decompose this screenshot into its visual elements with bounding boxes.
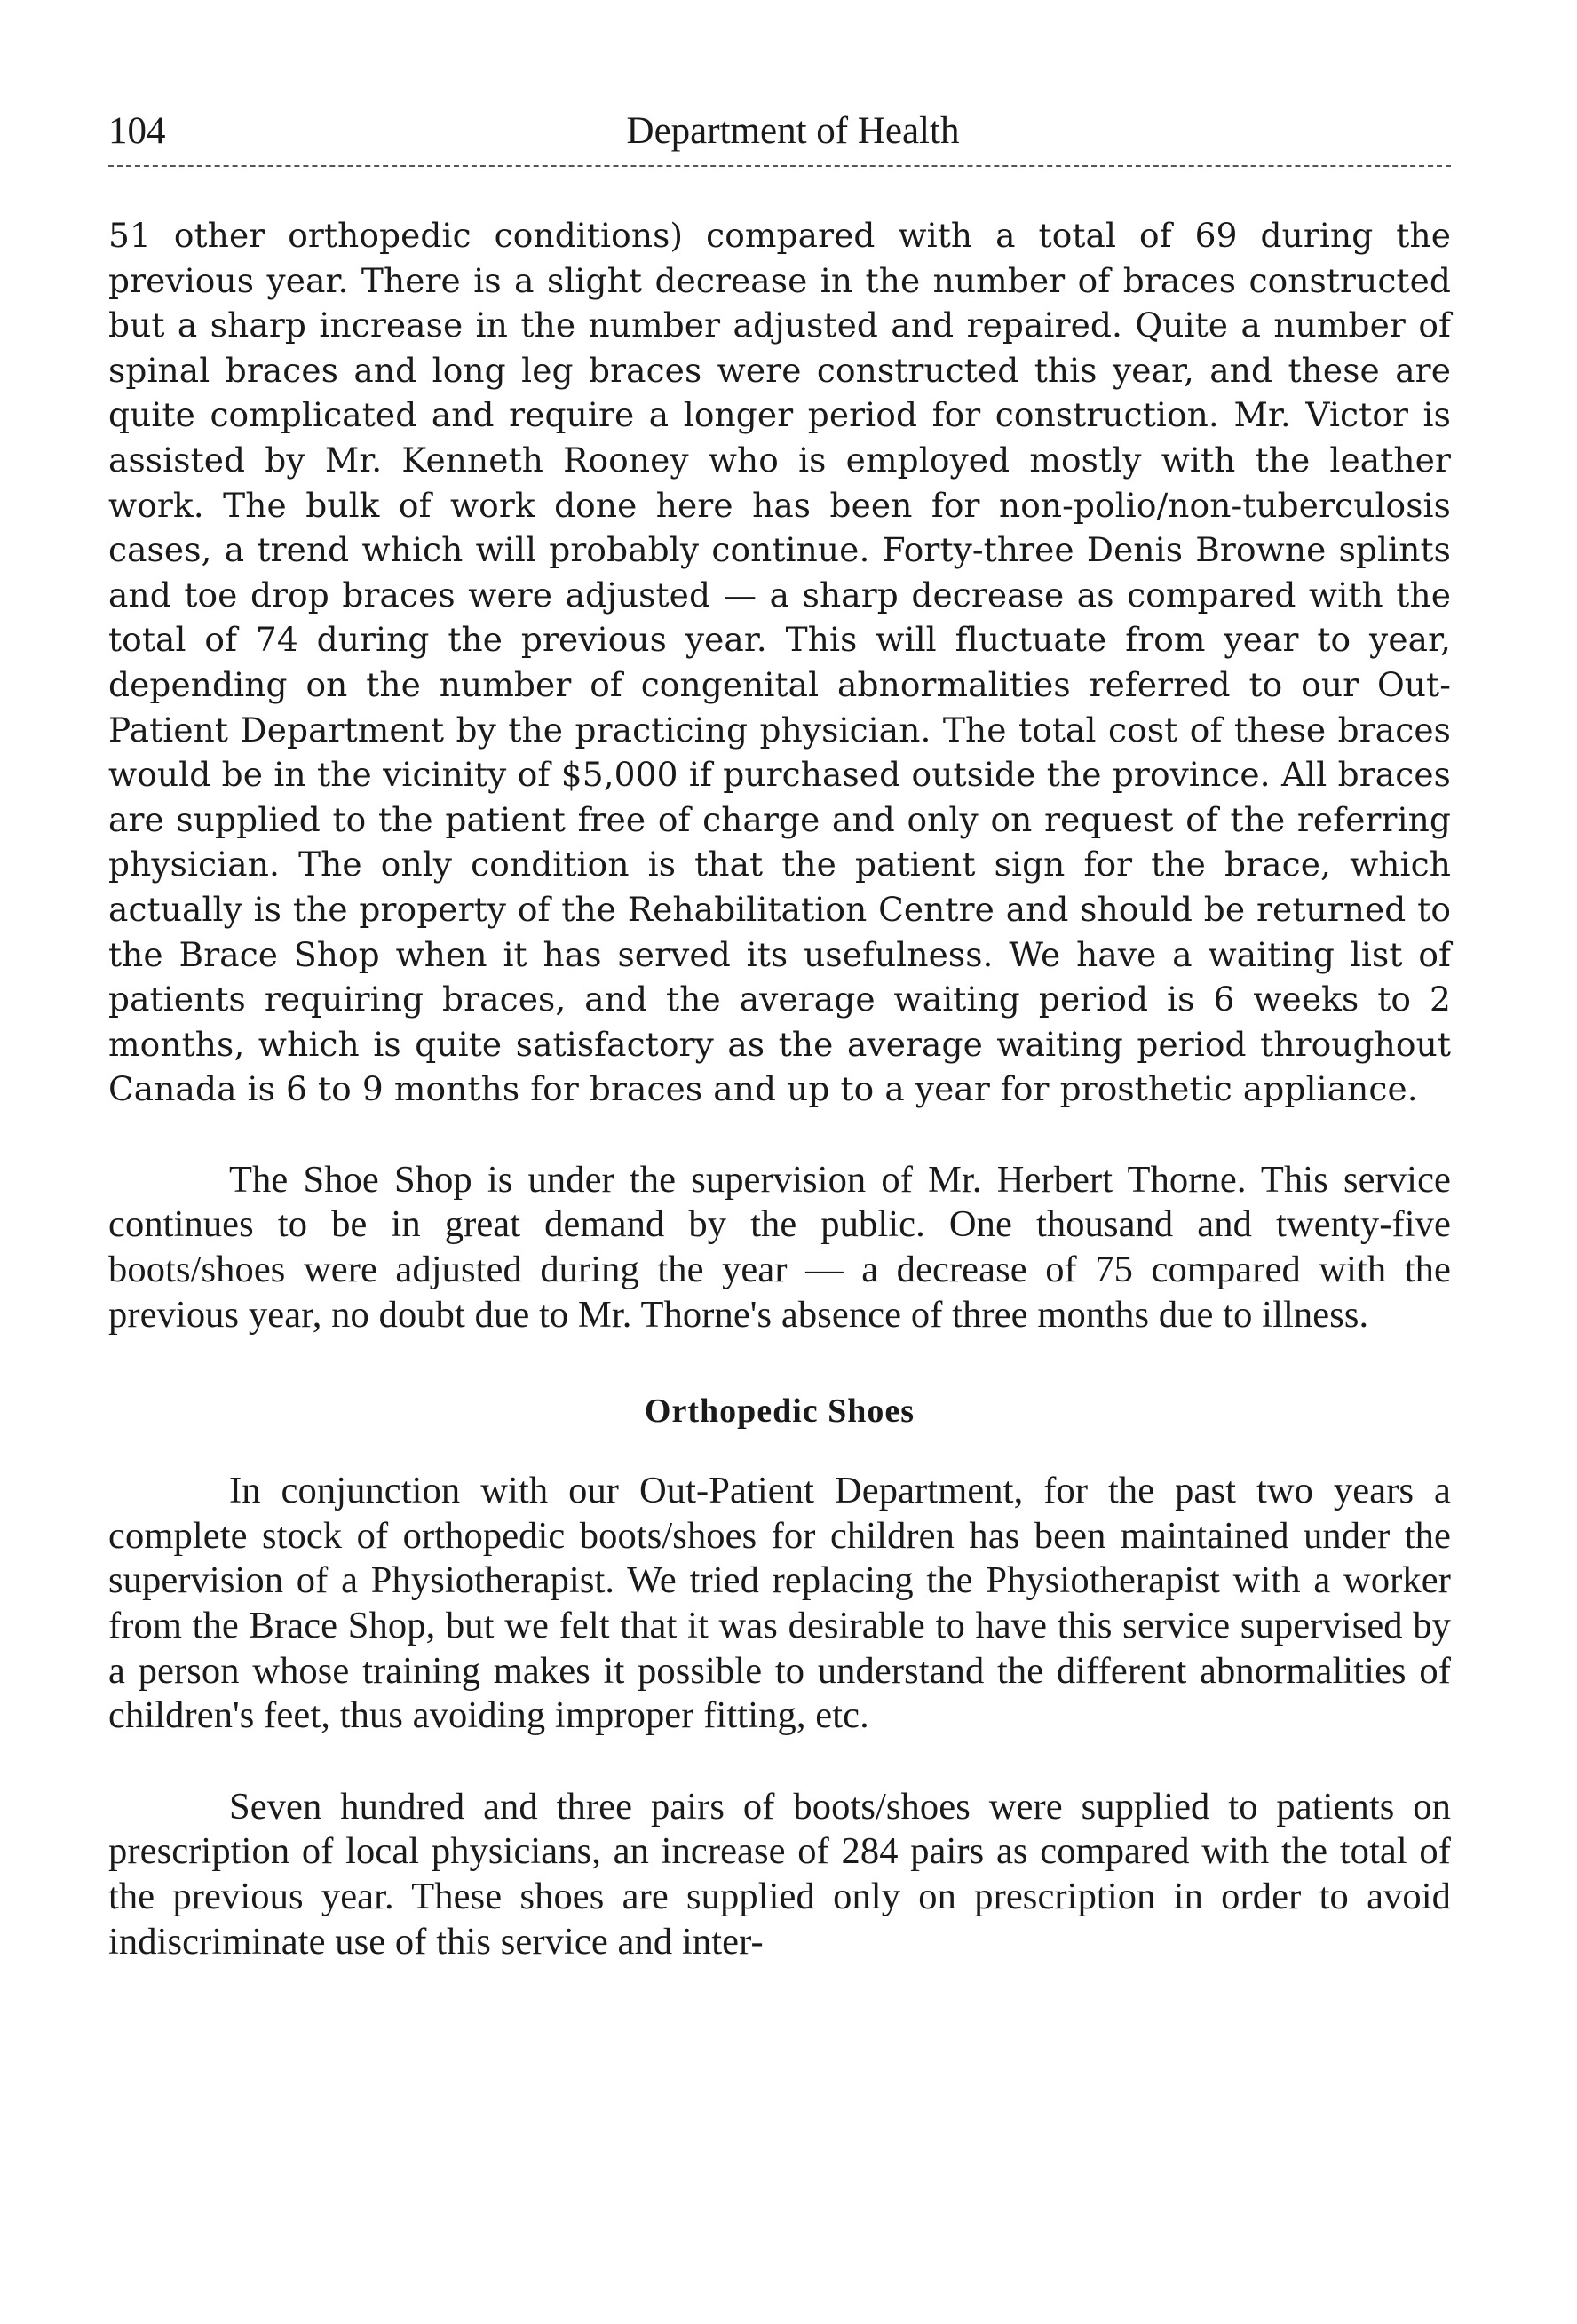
header-rule [108, 165, 1451, 167]
paragraph-shoe-shop: The Shoe Shop is under the supervision of Mr. Herbert Thorne. This service continues to be in great demand by the public. One thousand and twenty-five boots/shoes were adjusted during the year — a decrease of 75 compared with the previous year, no doubt due to Mr. Thorne's absence of three months due to illness. [108, 1158, 1451, 1336]
paragraph-gap [108, 1112, 1451, 1158]
page-header [108, 105, 1451, 158]
heading-gap [108, 1433, 1451, 1469]
paragraph-brace-shop: 51 other orthopedic conditions) compared with a total of 69 during the previous year. There is a slight decrease in the number of braces constructed but a sharp increase in the number adjusted and repaired. Quite a number of spinal braces and long leg braces were constructed this year, and these are quite complicated and require a longer period for construction. Mr. Victor is assisted by Mr. Kenneth Rooney who is employed mostly with the leather work. The bulk of work done here has been for non-polio/non-tuberculosis cases, a trend which will probably continue. Forty-three Denis Browne splints and toe drop braces were adjusted — a sharp decrease as compared with the total of 74 during the previous year. This will fluctuate from year to year, depending on the number of congenital abnormalities referred to our Out-Patient Department by the practicing physician. The total cost of these braces would be in the vicinity of $5,000 if purchased outside the province. All braces are supplied to the patient free of charge and only on request of the referring physician. The only condition is that the patient sign for the brace, which actually is the property of the Rehabilitation Centre and should be returned to the Brace Shop when it has served its usefulness. We have a waiting list of patients requiring braces, and the average waiting period is 6 weeks to 2 months, which is quite satisfactory as the average waiting period throughout Canada is 6 to 9 months for braces and up to a year for prosthetic appliance. [108, 216, 1451, 1109]
paragraph-gap [108, 1739, 1451, 1785]
heading-gap [108, 1337, 1451, 1389]
page-number: 104 [108, 110, 166, 152]
body-text [108, 213, 1451, 1964]
running-head: Department of Health [626, 110, 960, 152]
paragraph-shoes-supplied: Seven hundred and three pairs of boots/shoes were supplied to patients on prescription of local physicians, an increase of 284 pairs as compared with the total of the previous year. These shoes are supplied only on prescription in order to avoid indiscriminate use of this service and inter- [108, 1785, 1451, 1963]
section-heading: Orthopedic Shoes [644, 1392, 915, 1431]
paragraph-orthopedic-shoes: In conjunction with our Out-Patient Department, for the past two years a complete stock of orthopedic boots/shoes for children has been maintained under the supervision of a Physiotherapist. We tried replacing the Physiotherapist with a worker from the Brace Shop, but we felt that it was desirable to have this service supervised by a person whose training makes it possible to understand the different abnormalities of children's feet, thus avoiding improper fitting, etc. [108, 1470, 1451, 1737]
